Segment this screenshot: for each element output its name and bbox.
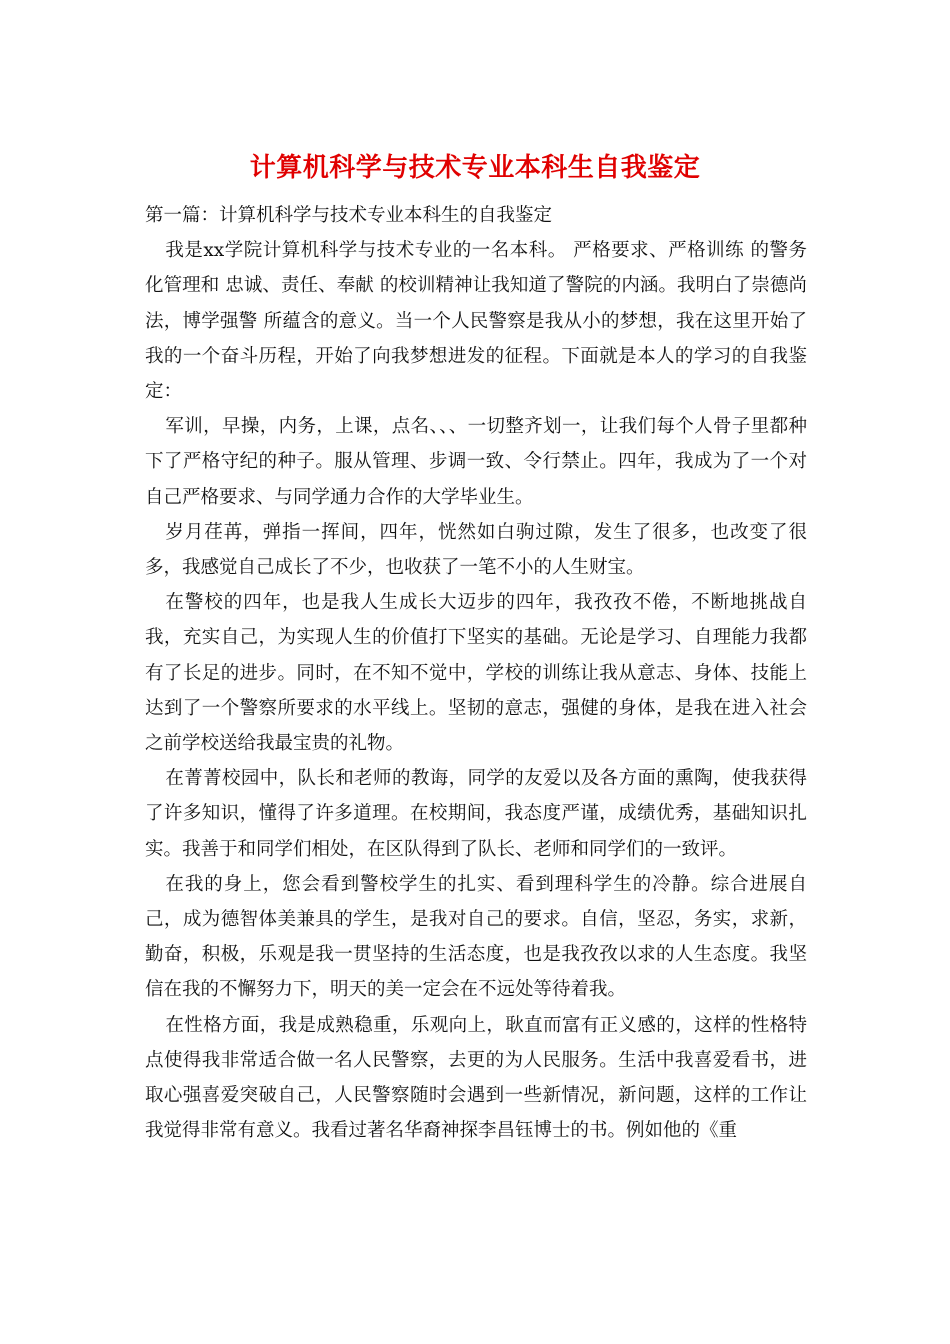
paragraph: 岁月荏苒，弹指一挥间，四年，恍然如白驹过隙，发生了很多，也改变了很多，我感觉自己成长了不少，也收获了一笔不小的人生财宝。 [145, 521, 807, 579]
document-body [145, 198, 807, 1148]
section-heading: 第一篇：计算机科学与技术专业本科生的自我鉴定 [145, 205, 553, 226]
paragraph: 在菁菁校园中，队长和老师的教诲，同学的友爱以及各方面的熏陶，使我获得了许多知识，懂得了许多道理。在校期间，我态度严谨，成绩优秀，基础知识扎实。我善于和同学们相处，在区队得到了队长、老师和同学们的一致评。 [145, 768, 807, 860]
document-title: 计算机科学与技术专业本科生自我鉴定 [249, 153, 701, 183]
paragraph: 在性格方面，我是成熟稳重，乐观向上，耿直而富有正义感的，这样的性格特点使得我非常适合做一名人民警察，去更的为人民服务。生活中我喜爱看书，进取心强喜爱突破自己，人民警察随时会遇到一些新情况，新问题，这样的工作让我觉得非常有意义。我看过著名华裔神探李昌钰博士的书。例如他的《重 [145, 1014, 807, 1142]
paragraph: 军训，早操，内务，上课，点名、、、一切整齐划一，让我们每个人骨子里都种下了严格守纪的种子。服从管理、步调一致、令行禁止。四年，我成为了一个对自己严格要求、与同学通力合作的大学毕业生。 [145, 416, 807, 508]
paragraph: 在我的身上，您会看到警校学生的扎实、看到理科学生的冷静。综合进展自己，成为德智体美兼具的学生，是我对自己的要求。自信，坚忍，务实，求新，勤奋，积极，乐观是我一贯坚持的生活态度，也是我孜孜以求的人生态度。我坚信在我的不懈努力下，明天的美一定会在不远处等待着我。 [145, 873, 807, 1001]
paragraph: 我是xx学院计算机科学与技术专业的一名本科。 严格要求、严格训练 的警务化管理和 忠诚、责任、奉献 的校训精神让我知道了警院的内涵。我明白了崇德尚法，博学强警 所蕴含的意义。当一个人民警察是我从小的梦想，我在这里开始了我的一个奋斗历程，开始了向我梦想进发的征程。下面就是本人的学习的自我鉴定： [145, 240, 807, 403]
paragraph: 在警校的四年，也是我人生成长大迈步的四年，我孜孜不倦，不断地挑战自我，充实自己，为实现人生的价值打下坚实的基础。无论是学习、自理能力我都有了长足的进步。同时，在不知不觉中，学校的训练让我从意志、身体、技能上达到了一个警察所要求的水平线上。坚韧的意志，强健的身体，是我在进入社会之前学校送给我最宝贵的礼物。 [145, 592, 807, 755]
